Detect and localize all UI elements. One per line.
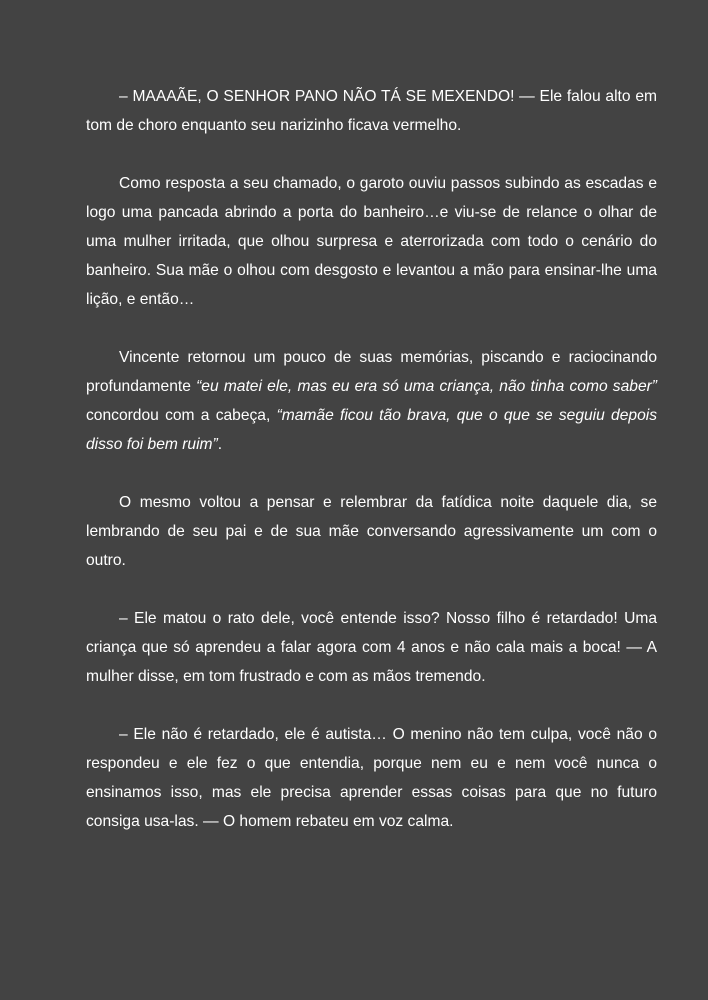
paragraph-text: . [217, 436, 223, 453]
paragraph-text: Vincente retornou um pouco de suas memórias, piscando e raciocinando profundamente [86, 349, 657, 395]
paragraph-text: – MAAAÃE, O SENHOR PANO NÃO TÁ SE MEXENDO! — Ele falou alto em tom de choro enquanto seu narizinho ficava vermelho. [86, 88, 657, 134]
paragraph-text: concordou com a cabeça, [86, 407, 277, 424]
italic-thought: “mamãe ficou tão brava, que o que se seguiu depois disso foi bem ruim” [86, 407, 658, 453]
paragraph-3 [86, 343, 657, 459]
paragraph-6 [86, 720, 657, 836]
paragraph-4 [86, 488, 657, 575]
paragraph-text: O mesmo voltou a pensar e relembrar da fatídica noite daquele dia, se lembrando de seu pai e de sua mãe conversando agressivamente um com o outro. [86, 494, 657, 569]
italic-thought: “eu matei ele, mas eu era só uma criança, não tinha como saber” [196, 378, 658, 395]
paragraph-text: Como resposta a seu chamado, o garoto ouviu passos subindo as escadas e logo uma pancada abrindo a porta do banheiro…e viu-se de relance o olhar de uma mulher irritada, que olhou surpresa e aterrorizada com todo o cenário do banheiro. Sua mãe o olhou com desgosto e levantou a mão para ensinar-lhe uma lição, e então… [86, 175, 657, 308]
paragraph-5 [86, 604, 657, 691]
document-page [86, 82, 657, 865]
paragraph-text: – Ele não é retardado, ele é autista… O menino não tem culpa, você não o respondeu e ele fez o que entendia, porque nem eu e nem você nunca o ensinamos isso, mas ele precisa aprender essas coisas para que no futuro consiga usa-las. — O homem rebateu em voz calma. [86, 726, 657, 830]
paragraph-text: – Ele matou o rato dele, você entende isso? Nosso filho é retardado! Uma criança que só aprendeu a falar agora com 4 anos e não cala mais a boca! — A mulher disse, em tom frustrado e com as mãos tremendo. [86, 610, 657, 685]
paragraph-2 [86, 169, 657, 314]
paragraph-1 [86, 82, 657, 140]
